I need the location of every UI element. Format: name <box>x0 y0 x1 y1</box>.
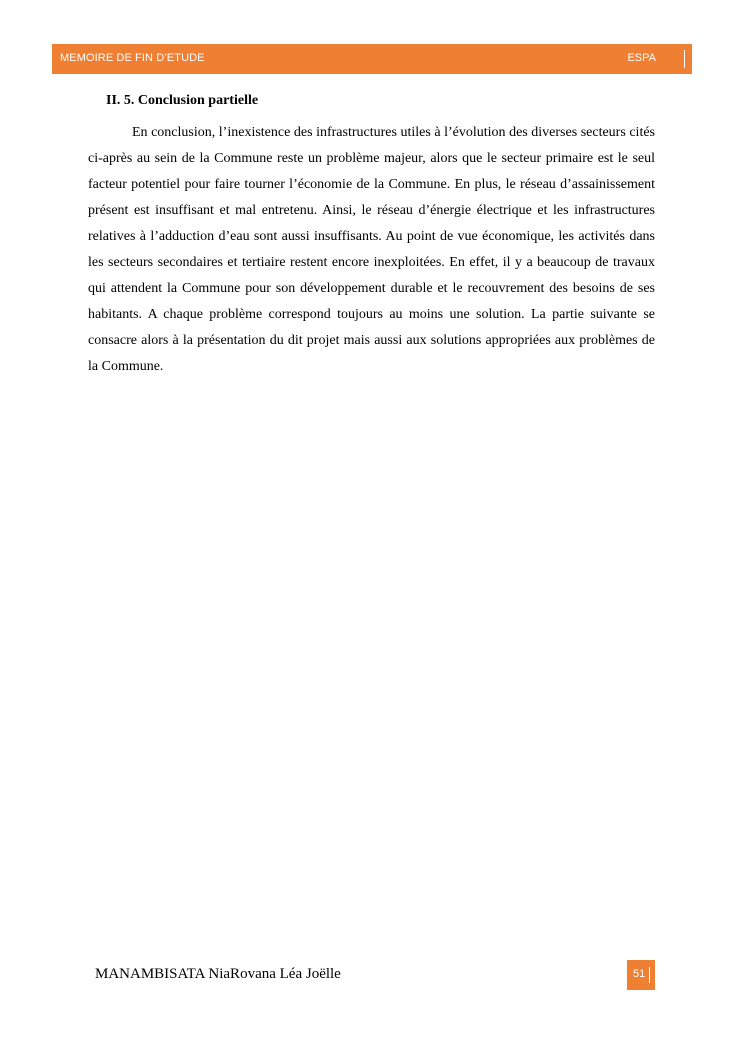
header-school: ESPA <box>627 52 656 64</box>
page-number: 51 <box>633 968 646 980</box>
header-bar <box>52 44 692 74</box>
section-title: II. 5. Conclusion partielle <box>106 93 259 108</box>
footer-author: MANAMBISATA NiaRovana Léa Joëlle <box>95 966 341 982</box>
header-title: MEMOIRE DE FIN D’ETUDE <box>60 52 205 64</box>
header-divider <box>684 50 685 68</box>
page-number-box <box>627 960 655 990</box>
body-paragraph: En conclusion, l’inexistence des infrastructures utiles à l’évolution des diverses secteurs cités ci-après au sein de la Commune reste un problème majeur, alors que le secteur primaire est le seul facteur potentiel pour faire tourner l’économie de la Commune. En plus, le réseau d’assainissement présent est insuffisant et mal entretenu. Ainsi, le réseau d’énergie électrique et les infrastructures relatives à l’adduction d’eau sont aussi insuffisants. Au point de vue économique, les activités dans les secteurs secondaires et tertiaire restent encore inexploitées. En effet, il y a beaucoup de travaux qui attendent la Commune pour son développement durable et le recouvrement des besoins de ses habitants. A chaque problème correspond toujours au moins une solution. La partie suivante se consacre alors à la présentation du dit projet mais aussi aux solutions appropriées aux problèmes de la Commune. <box>88 125 655 374</box>
page-number-divider <box>649 967 650 983</box>
